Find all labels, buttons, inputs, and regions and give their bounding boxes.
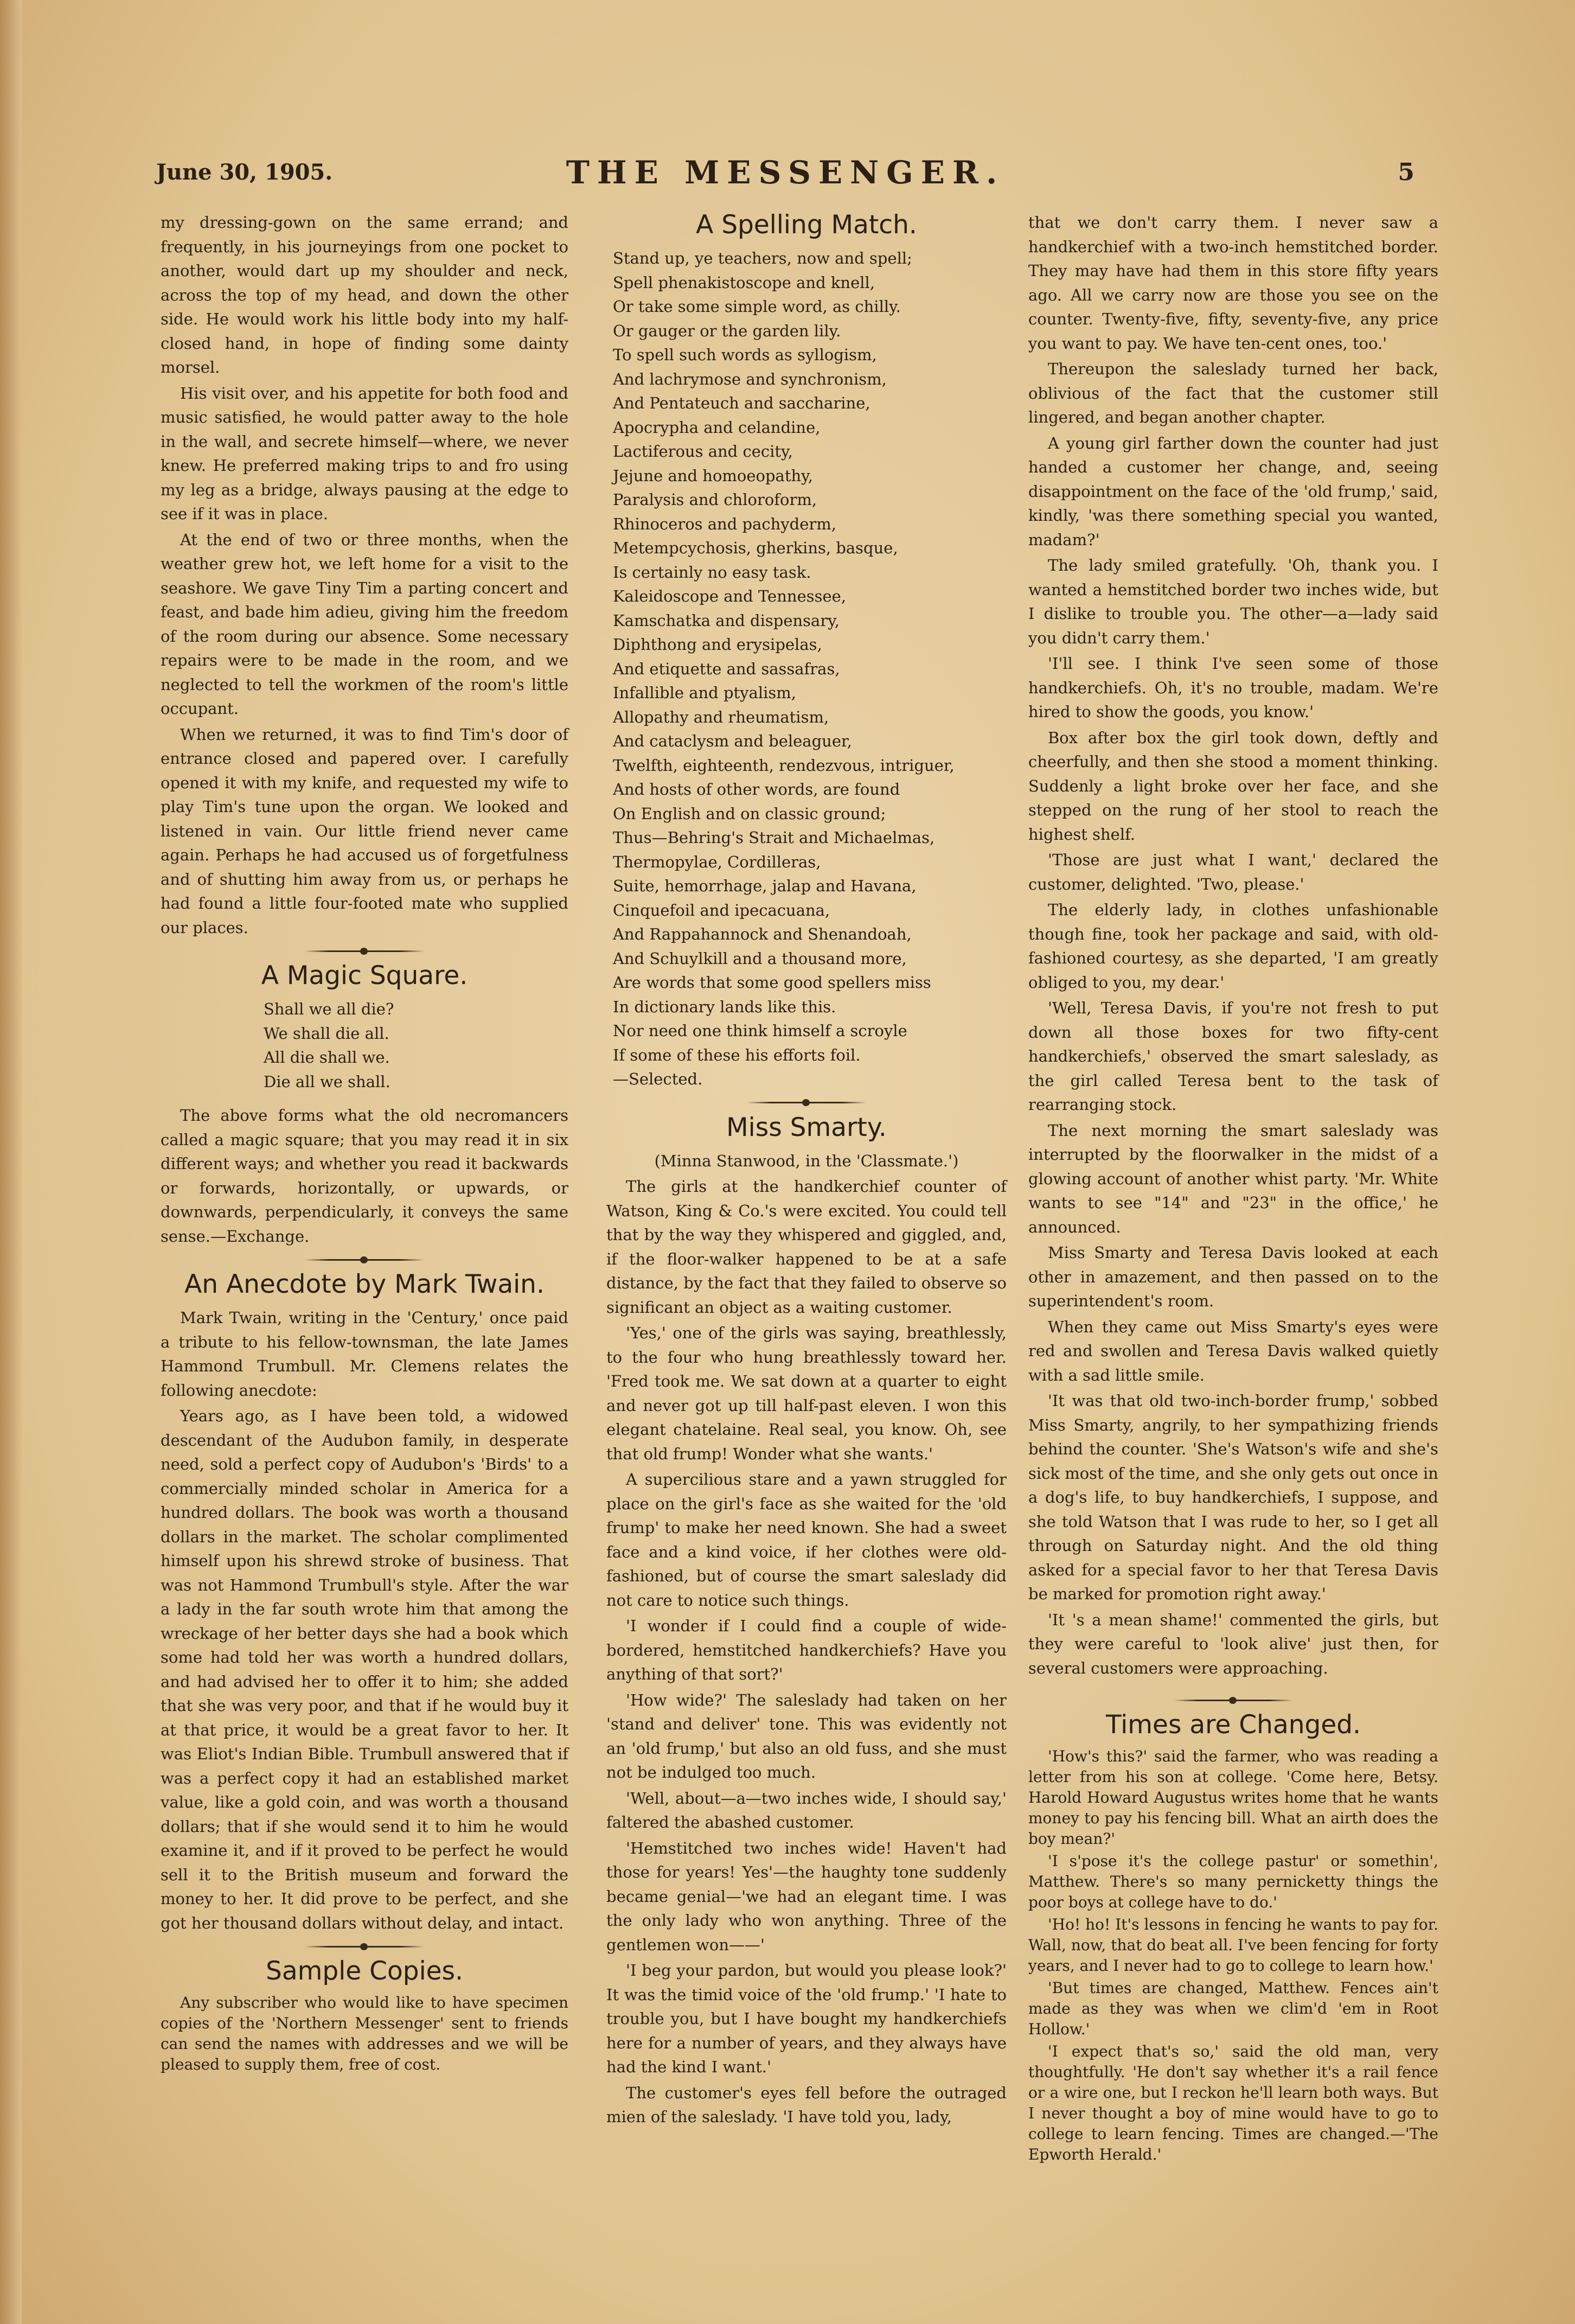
verse-line: Paralysis and chloroform, xyxy=(613,490,817,509)
verse-line: Cinquefoil and ipecacuana, xyxy=(613,901,830,920)
verse-line: We shall die all. xyxy=(264,1024,389,1043)
story-paragraph: 'I beg your pardon, but would you please look?' It was the timid voice of the 'old frump.' 'I hate to trouble you, but I have bought my handkerchiefs here for a number of years, and they always have had the kind I want.' xyxy=(606,1961,1007,2076)
story-paragraph: The next morning the smart saleslady was interrupted by the floorwalker in the midst of a glowing account of another whist party. 'Mr. White wants to see "14" and "23" in the office,' he announced. xyxy=(1028,1121,1438,1236)
verse-line: Spell phenakistoscope and knell, xyxy=(613,273,875,292)
miss-smarty-byline: (Minna Stanwood, in the 'Classmate.') xyxy=(654,1151,959,1170)
story-paragraph: 'I'll see. I think I've seen some of those handkerchiefs. Oh, it's no trouble, madam. We're hired to show the goods, you know.' xyxy=(1028,654,1438,721)
verse-line: Infallible and ptyalism, xyxy=(613,684,796,702)
twain-anecdote-title: An Anecdote by Mark Twain. xyxy=(184,1269,545,1299)
verse-line: Jejune and homoeopathy, xyxy=(613,466,813,485)
story-paragraph: 'It was that old two-inch-border frump,' sobbed Miss Smarty, angrily, to her sympathizing friends behind the counter. 'She's Watson's wife and she's sick most of the time, and she only gets out once in a dog's life, to buy handkerchiefs, I suppose, and she told Watson that I was rude to her, so I get all through on Saturday night. And the old thing asked for a special favor to her that Teresa Davis be marked for promotion right away.' xyxy=(1028,1391,1438,1603)
sample-copies-paragraph: Any subscriber who would like to have specimen copies of the 'Northern Messenger' sent to friends can send the names with addresses and we will be pleased to supply them, free of cost. xyxy=(161,1994,568,2073)
column-3 xyxy=(1028,210,1438,2167)
page-number: 5 xyxy=(1398,158,1414,186)
verse-line: All die shall we. xyxy=(264,1048,390,1067)
verse-line: Rhinoceros and pachyderm, xyxy=(613,514,836,533)
story-paragraph: Box after box the girl took down, deftly and cheerfully, and then she stood a moment thinking. Suddenly a light broke over her face, and she stepped on the rung of her stool to reach the highest shelf. xyxy=(1028,728,1438,844)
issue-date: June 30, 1905. xyxy=(156,159,333,185)
story-paragraph: His visit over, and his appetite for both food and music satisfied, he would patter away to the hole in the wall, and secrete himself—where, we never knew. He preferred making trips to and fro using my leg as a bridge, always pausing at the edge to see if it was in place. xyxy=(161,384,568,523)
story-paragraph: my dressing-gown on the same errand; and frequently, in his journeyings from one pocket to another, would dart up my shoulder and neck, across the top of my head, and down the other side. He would work his little body into my half-closed hand, in hope of finding some dainty morsel. xyxy=(161,213,568,376)
story-paragraph: At the end of two or three months, when the weather grew hot, we left home for a visit to the seashore. We gave Tiny Tim a parting concert and feast, and bade him adieu, giving him the freedom of the room during our absence. Some necessary repairs were to be made in the room, and we neglected to tell the workmen of the room's little occupant. xyxy=(161,530,568,718)
story-paragraph: 'Yes,' one of the girls was saying, breathlessly, to the four who hung breathlessly toward her. 'Fred took me. We sat down at a quarter to eight and never got up till half-past eleven. I won this elegant chatelaine. Real seal, you know. Oh, see that old frump! Wonder what she wants.' xyxy=(606,1324,1007,1463)
spelling-match-verse xyxy=(606,246,1007,1091)
section-divider xyxy=(606,1098,1007,1108)
verse-line: And lachrymose and synchronism, xyxy=(613,369,887,388)
verse-line: —Selected. xyxy=(613,1070,703,1088)
story-paragraph: Miss Smarty and Teresa Davis looked at each other in amazement, and then passed on to the superintendent's room. xyxy=(1028,1243,1438,1310)
twain-paragraph: Mark Twain, writing in the 'Century,' once paid a tribute to his fellow-townsman, the late James Hammond Trumbull. Mr. Clemens relates the following anecdote: xyxy=(161,1308,568,1400)
story-paragraph: The girls at the handkerchief counter of Watson, King & Co.'s were excited. You could tell that by the way they whispered and giggled, and, if the floor-walker happened to be at a safe distance, by the fact that they failed to observe so significant an object as a waiting customer. xyxy=(606,1177,1007,1317)
verse-line: Metempcychosis, gherkins, basque, xyxy=(613,539,898,557)
story-paragraph: 'I s'pose it's the college pastur' or somethin', Matthew. There's so many pernicketty things the poor boys at college have to do.' xyxy=(1028,1852,1438,1911)
magic-square-verse xyxy=(161,997,568,1094)
sample-copies-title: Sample Copies. xyxy=(266,1956,463,1986)
story-paragraph: 'It 's a mean shame!' commented the girls, but they were careful to 'look alive' just then, for several customers were approaching. xyxy=(1028,1610,1438,1677)
column-1 xyxy=(161,210,568,2077)
verse-line: And cataclysm and beleaguer, xyxy=(613,732,852,750)
column-2 xyxy=(606,210,1007,2131)
story-paragraph: Thereupon the saleslady turned her back, oblivious of the fact that the customer still lingered, and began another chapter. xyxy=(1028,360,1438,426)
section-divider xyxy=(1028,1695,1438,1705)
story-paragraph: 'Those are just what I want,' declared the customer, delighted. 'Two, please.' xyxy=(1028,851,1438,893)
story-paragraph: 'Hemstitched two inches wide! Haven't had those for years! Yes'—the haughty tone suddenly became genial—'we had an elegant time. I was the only lady who won anything. Three of the gentlemen won——' xyxy=(606,1838,1007,1954)
verse-line: Allopathy and rheumatism, xyxy=(613,707,829,726)
verse-line: On English and on classic ground; xyxy=(613,804,886,823)
verse-line: And Schuylkill and a thousand more, xyxy=(613,949,907,968)
story-paragraph: The elderly lady, in clothes unfashionable though fine, took her package and said, with old-fashioned courtesy, as she departed, 'I am greatly obliged to you, my dear.' xyxy=(1028,901,1438,992)
verse-line: Thus—Behring's Strait and Michaelmas, xyxy=(613,828,935,847)
miss-smarty-story-continued xyxy=(1028,210,1438,1680)
publication-title: THE MESSENGER. xyxy=(566,154,1005,191)
verse-line: And Pentateuch and saccharine, xyxy=(613,394,870,412)
verse-line: Apocrypha and celandine, xyxy=(613,418,821,437)
story-paragraph: When we returned, it was to find Tim's door of entrance closed and papered over. I carefully opened it with my knife, and requested my wife to play Tim's tune upon the organ. We looked and listened in vain. Our little friend never came again. Perhaps he had accused us of forgetfulness and of shutting him away from us, or perhaps he had found a little four-footed mate who supplied our places. xyxy=(161,725,568,937)
story-paragraph: The lady smiled gratefully. 'Oh, thank you. I wanted a hemstitched border two inches wide, but I dislike to trouble you. The other—a—lady said you didn't carry them.' xyxy=(1028,556,1438,647)
verse-line: And hosts of other words, are found xyxy=(613,780,900,799)
verse-line: Is certainly no easy task. xyxy=(613,563,811,582)
story-paragraph: When they came out Miss Smarty's eyes were red and swollen and Teresa Davis walked quietly with a sad little smile. xyxy=(1028,1317,1438,1384)
section-divider xyxy=(161,1255,568,1265)
verse-line: Kamschatka and dispensary, xyxy=(613,611,840,630)
verse-line: Nor need one think himself a scroyle xyxy=(613,1021,907,1040)
section-divider xyxy=(161,1942,568,1951)
verse-line: If some of these his efforts foil. xyxy=(613,1045,861,1064)
verse-line: In dictionary lands like this. xyxy=(613,997,836,1016)
story-paragraph: 'Well, Teresa Davis, if you're not fresh to put down all those boxes for two fifty-cent handkerchiefs,' observed the smart saleslady, as the girl called Teresa bent to the task of rearranging stock. xyxy=(1028,999,1438,1114)
verse-line: Shall we all die? xyxy=(264,1000,394,1018)
times-changed-title: Times are Changed. xyxy=(1105,1710,1361,1740)
verse-line: Stand up, ye teachers, now and spell; xyxy=(613,249,912,267)
section-divider xyxy=(161,946,568,956)
story-paragraph: 'Ho! ho! It's lessons in fencing he wants to pay for. Wall, now, that do beat all. I've been fencing for forty years, and I never had to go to college to learn how.' xyxy=(1028,1916,1438,1975)
times-changed-story xyxy=(1028,1746,1438,2165)
story-paragraph: 'But times are changed, Matthew. Fences ain't made as they was when we clim'd 'em in Root Hollow.' xyxy=(1028,1979,1438,2038)
story-paragraph: 'How's this?' said the farmer, who was reading a letter from his son at college. 'Come here, Betsy. Harold Howard Augustus writes home that he wants money to pay his fencing bill. What an airth does the boy mean?' xyxy=(1028,1747,1438,1848)
verse-line: Suite, hemorrhage, jalap and Havana, xyxy=(613,877,917,895)
verse-line: Twelfth, eighteenth, rendezvous, intriguer, xyxy=(613,756,955,775)
verse-line: Die all we shall. xyxy=(264,1072,390,1091)
twain-paragraph: Years ago, as I have been told, a widowed descendant of the Audubon family, in desperate need, sold a perfect copy of Audubon's 'Birds' to a commercially minded scholar in America for a hundred dollars. The book was worth a thousand dollars in the market. The scholar complimented himself upon his shrewd stroke of business. That was not Hammond Trumbull's style. After the war a lady in the far south wrote him that among the wreckage of her better days she had a book which some had told her was worth a hundred dollars, and had advised her to offer it to him; she added that she was very poor, and that if he would buy it at that price, it would be a great favor to her. It was Eliot's Indian Bible. Trumbull answered that if was a perfect copy it had an established market value, like a gold coin, and was worth a thousand dollars; that if she would send it to him he would examine it, and if it proved to be perfect he would sell it to the British museum and forward the money to her. It did prove to be perfect, and she got her thousand dollars without delay, and intact. xyxy=(161,1407,568,1932)
verse-line: And etiquette and sassafras, xyxy=(613,659,840,678)
story-paragraph: that we don't carry them. I never saw a handkerchief with a two-inch hemstitched border. They may have had them in this store fifty years ago. All we carry now are those you see on the counter. Twenty-five, fifty, seventy-five, any price you want to pay. We have ten-cent ones, too.' xyxy=(1028,213,1438,353)
verse-line: Or gauger or the garden lily. xyxy=(613,321,841,340)
story-paragraph: 'I wonder if I could find a couple of wide-bordered, hemstitched handkerchiefs? Have you anything of that sort?' xyxy=(606,1617,1007,1683)
verse-line: Diphthong and erysipelas, xyxy=(613,635,822,654)
story-paragraph: 'How wide?' The saleslady had taken on her 'stand and deliver' tone. This was evidently not an 'old frump,' but also an old fuss, and she must not be indulged too much. xyxy=(606,1690,1007,1782)
verse-line: Lactiferous and cecity, xyxy=(613,442,793,461)
masthead xyxy=(156,154,1414,192)
verse-line: Kaleidoscope and Tennessee, xyxy=(613,587,847,605)
story-paragraph: The customer's eyes fell before the outraged mien of the saleslady. 'I have told you, lady, xyxy=(606,2083,1007,2126)
story-paragraph: A young girl farther down the counter had just handed a customer her change, and, seeing disappointment on the face of the 'old frump,' said, kindly, 'was there something special you wanted, madam?' xyxy=(1028,433,1438,549)
verse-line: Or take some simple word, as chilly. xyxy=(613,297,901,316)
story-paragraph: 'Well, about—a—two inches wide, I should say,' faltered the abashed customer. xyxy=(606,1789,1007,1831)
verse-line: To spell such words as syllogism, xyxy=(613,346,877,364)
spelling-match-title: A Spelling Match. xyxy=(696,210,917,240)
story-paragraph: 'I expect that's so,' said the old man, very thoughtfully. 'He don't say whether it's a rail fence or a wire one, but I reckon he'll learn both ways. But I never thought a boy of mine would have to go to college to learn fencing. Times are changed.—'The Epworth Herald.' xyxy=(1028,2042,1438,2163)
verse-line: And Rappahannock and Shenandoah, xyxy=(613,925,912,943)
story-paragraph: A supercilious stare and a yawn struggled for place on the girl's face as she waited for the 'old frump' to make her need known. She had a sweet face and a kind voice, if her clothes were old-fashioned, but of course the smart saleslady did not care to notice such things. xyxy=(606,1470,1007,1610)
miss-smarty-story xyxy=(606,1174,1007,2129)
verse-line: Thermopylae, Cordilleras, xyxy=(613,852,821,871)
verse-line: Are words that some good spellers miss xyxy=(613,973,931,992)
page-edge xyxy=(0,0,22,2324)
magic-square-title: A Magic Square. xyxy=(261,961,468,991)
magic-square-paragraph: The above forms what the old necromancers called a magic square; that you may read it in six different ways; and whether you read it backwards or forwards, horizontally, or upwards, or downwards, perpendicularly, it conveys the same sense.—Exchange. xyxy=(161,1106,568,1246)
miss-smarty-title: Miss Smarty. xyxy=(726,1112,887,1142)
